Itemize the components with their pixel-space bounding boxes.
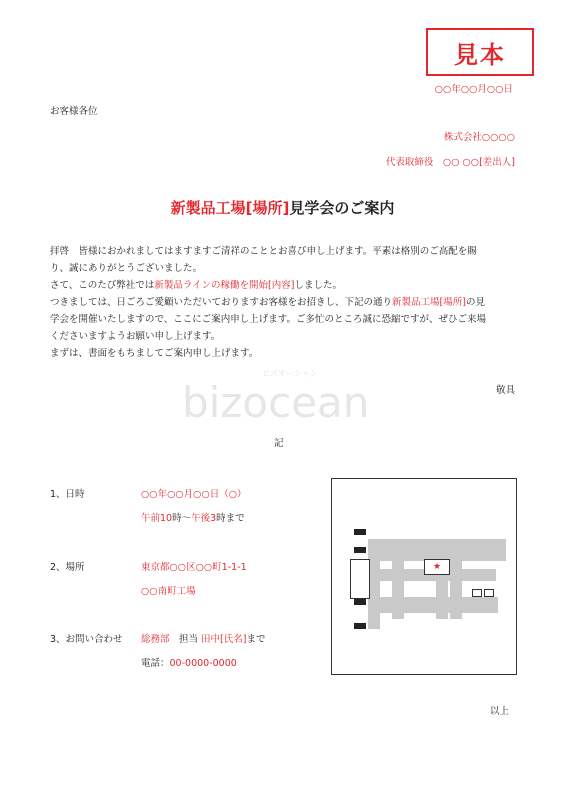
- letter-body: [50, 243, 520, 362]
- map-marker-block: [354, 547, 366, 553]
- detail-value-date: ○○年○○月○○日（○）: [141, 489, 247, 500]
- body-line: 学会を開催いたしますので、ここにご案内申し上げます。ご多忙のところ誠に恐縮ですが、ぜひご来場: [50, 314, 487, 325]
- map-station: [350, 559, 370, 599]
- body-text: しました。: [294, 280, 342, 291]
- location-map: [331, 478, 517, 675]
- sender-representative: 代表取締役 ○○ ○○[差出人]: [385, 157, 515, 168]
- map-factory: [424, 559, 450, 575]
- body-line: [50, 294, 520, 311]
- map-building: [472, 589, 482, 597]
- body-line: り、誠にありがとうございました。: [50, 263, 203, 274]
- phone-label: 電話：: [141, 658, 170, 669]
- map-building: [484, 589, 494, 597]
- time-sep: 時〜: [172, 513, 192, 524]
- detail-value-phone: [141, 655, 237, 669]
- ki-heading: 記: [274, 438, 284, 449]
- body-text: さて、このたび弊社では: [50, 280, 155, 291]
- contact-dept: 総務部: [141, 634, 170, 645]
- body-highlight: 新製品工場[場所]: [392, 297, 466, 308]
- detail-label-contact: 3、お問い合わせ: [50, 634, 123, 645]
- body-line: まずは、書面をもちましてご案内申し上げます。: [50, 348, 259, 359]
- closing-keigu: 敬具: [495, 385, 515, 396]
- body-text: つきましては、日ごろご愛顧いただいておりますお客様をお招きし、下記の通り: [50, 297, 393, 308]
- star-icon: ★: [432, 561, 442, 572]
- addressee: お客様各位: [50, 106, 98, 117]
- document-date: ○○年○○月○○日: [434, 84, 513, 95]
- detail-label-datetime: 1、日時: [50, 489, 85, 500]
- detail-value-factory: ○○南町工場: [141, 586, 196, 597]
- time-end: 午後3: [191, 513, 217, 524]
- phone-number: 00-0000-0000: [169, 658, 237, 669]
- map-road: [368, 597, 498, 613]
- body-line: [50, 277, 520, 294]
- title-place: 新製品工場[場所]: [170, 199, 290, 217]
- title-main: 見学会のご案内: [289, 199, 395, 217]
- sample-stamp: [426, 28, 534, 76]
- contact-sep: 担当: [169, 634, 202, 645]
- document-title: [0, 197, 565, 218]
- time-start: 午前10: [141, 513, 173, 524]
- watermark: bizocean: [182, 378, 370, 427]
- body-highlight: 新製品ラインの稼働を開始[内容]: [154, 280, 295, 291]
- sample-stamp-text: 見本: [454, 40, 506, 69]
- body-line: 拝啓 皆様におかれましてはますますご清祥のこととお喜び申し上げます。平素は格別のご高配を賜: [50, 246, 477, 257]
- body-line: くださいますようお願い申し上げます。: [50, 331, 221, 342]
- body-text: の見: [465, 297, 485, 308]
- map-marker-block: [354, 529, 366, 535]
- time-suffix: 時まで: [216, 513, 245, 524]
- map-marker-block: [354, 599, 366, 605]
- contact-person: 田中[氏名]: [201, 634, 247, 645]
- detail-label-place: 2、場所: [50, 562, 85, 573]
- closing-ijo: 以上: [489, 706, 509, 717]
- detail-value-address: 東京都○○区○○町1-1-1: [141, 562, 247, 573]
- watermark-sub: ビズオーシャン: [262, 369, 318, 378]
- detail-value-contact: [141, 631, 265, 645]
- contact-suffix: まで: [246, 634, 266, 645]
- sender-company: 株式会社○○○○: [443, 132, 515, 143]
- map-marker-block: [354, 623, 366, 629]
- detail-value-time: [141, 510, 245, 524]
